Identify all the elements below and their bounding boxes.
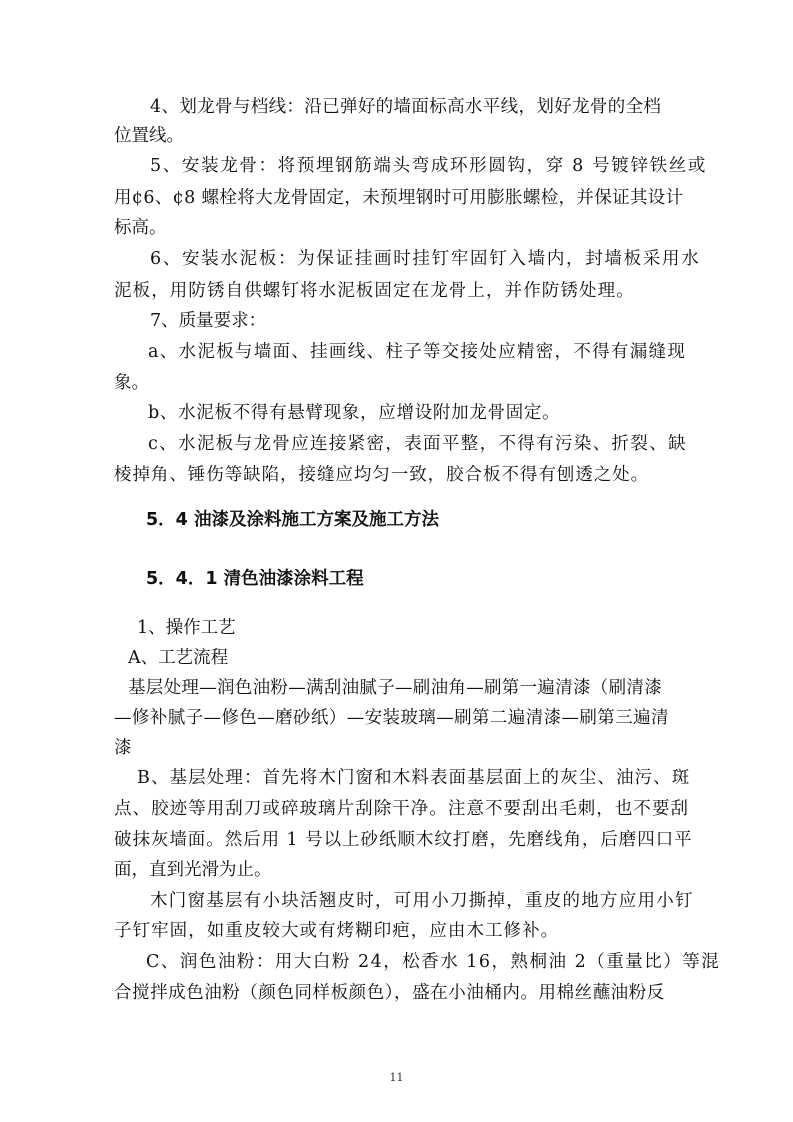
- text-line: 面，直到光滑为止。: [114, 860, 272, 880]
- text-line: 用¢6、¢8 螺栓将大龙骨固定，未预埋钢时可用膨胀螺检，并保证其设计: [114, 188, 684, 208]
- text-line: —修补腻子—修色—磨砂纸）—安装玻璃—刷第二遍清漆—刷第三遍清: [114, 708, 669, 728]
- page-number: 11: [389, 1071, 404, 1084]
- text-line: 5、安装龙骨：将预埋钢筋端头弯成环形圆钩，穿 8 号镀锌铁丝或: [150, 156, 708, 176]
- text-line: 基层处理—润色油粉—满刮油腻子—刷油角—刷第一遍清漆（刷清漆: [128, 678, 662, 698]
- text-line: 点、胶迹等用刮刀或碎玻璃片刮除干净。注意不要刮出毛刺，也不要刮: [114, 799, 690, 819]
- text-line: 7、质量要求：: [150, 311, 267, 331]
- text-line: B、基层处理：首先将木门窗和木料表面基层面上的灰尘、油污、斑: [137, 768, 691, 788]
- text-line: 木门窗基层有小块活翘皮时，可用小刀撕掉，重皮的地方应用小钉: [150, 891, 694, 911]
- text-line: 泥板，用防锈自供螺钉将水泥板固定在龙骨上，并作防锈处理。: [114, 281, 635, 301]
- text-line: 合搅拌成色油粉（颜色同样板颜色），盛在小油桶内。用棉丝蘸油粉反: [114, 983, 665, 1003]
- text-line: 1、操作工艺: [137, 618, 236, 638]
- text-line: 象。: [114, 373, 149, 393]
- text-line: 4、划龙骨与档线：沿已弹好的墙面标高水平线，划好龙骨的全档: [150, 97, 662, 117]
- text-line: 棱掉角、锤伤等缺陷，接缝应均匀一致，胶合板不得有刨透之处。: [114, 465, 650, 485]
- text-line: A、工艺流程: [128, 648, 229, 668]
- text-line: b、水泥板不得有悬臂现象，应增设附加龙骨固定。: [148, 403, 561, 423]
- text-line: 破抹灰墙面。然后用 1 号以上砂纸顺木纹打磨，先磨线角，后磨四口平: [114, 830, 693, 850]
- text-line: c、水泥板与龙骨应连接紧密，表面平整，不得有污染、折裂、缺: [148, 434, 687, 454]
- section-heading: 5．4 油漆及涂料施工方案及施工方法: [146, 510, 439, 530]
- text-line: a、水泥板与墙面、挂画线、柱子等交接处应精密，不得有漏缝现: [148, 342, 687, 362]
- text-line: 位置线。: [114, 126, 184, 146]
- text-line: 6、安装水泥板：为保证挂画时挂钉牢固钉入墙内，封墙板采用水: [150, 249, 701, 269]
- text-line: 标高。: [114, 218, 167, 238]
- text-line: 子钉牢固，如重皮较大或有烤糊印疤，应由木工修补。: [114, 921, 560, 941]
- subsection-heading: 5．4．1 清色油漆涂料工程: [146, 569, 364, 589]
- text-line: C、润色油粉：用大白粉 24，松香水 16，熟桐油 2（重量比）等混: [146, 952, 721, 972]
- text-line: 漆: [114, 738, 132, 758]
